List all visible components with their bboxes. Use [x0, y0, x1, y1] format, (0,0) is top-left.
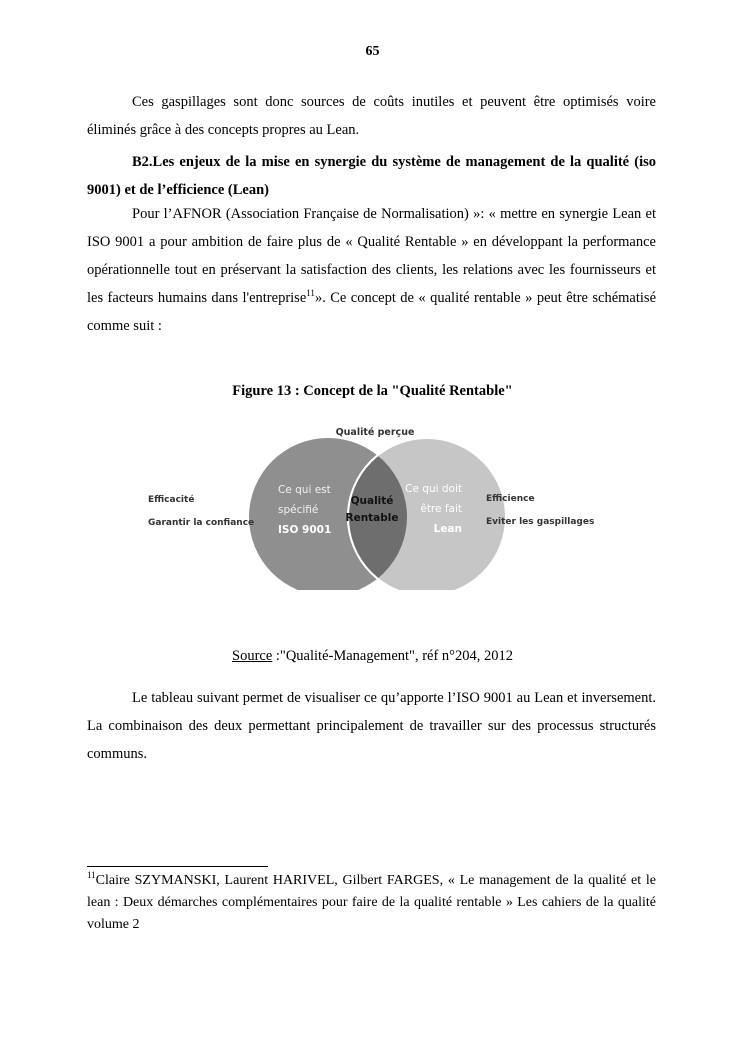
venn-diagram [140, 420, 600, 590]
table-intro-block [87, 684, 656, 768]
footnote-number: 11 [87, 870, 96, 880]
footnote-separator [87, 866, 268, 867]
venn-diagram-svg [140, 420, 600, 590]
intro-paragraph: Ces gaspillages sont donc sources de coûts inutiles et peuvent être optimisés voire éliminés grâce à des concepts propres au Lean. [87, 94, 656, 138]
section-heading: B2.Les enjeux de la mise en synergie du système de management de la qualité (iso 9001) et de l’efficience (Lean) [87, 154, 656, 198]
table-intro-paragraph: Le tableau suivant permet de visualiser ce qu’apporte l’ISO 9001 au Lean et inversement. La combinaison des deux permettant principalement de travailler sur des processus structurés communs. [87, 690, 656, 762]
right-circle-line2: être fait [420, 503, 462, 515]
afnor-paragraph [87, 200, 656, 340]
left-circle-line3: ISO 9001 [278, 524, 332, 536]
left-circle-line1: Ce qui est [278, 484, 331, 496]
footnote [87, 870, 656, 936]
figure-source [0, 648, 745, 665]
right-circle-line1: Ce qui doit [405, 483, 462, 495]
left-label-confiance: Garantir la confiance [148, 518, 255, 528]
intro-paragraph-block [87, 88, 656, 144]
figure-title: Figure 13 : Concept de la "Qualité Rentable" [232, 383, 513, 399]
right-label-efficience: Efficience [486, 494, 535, 504]
afnor-paragraph-end: ». Ce concept de « qualité rentable » peut être schématisé comme suit : [87, 290, 657, 334]
right-label-gaspillages: Eviter les gaspillages [486, 517, 595, 527]
section-block [87, 148, 656, 340]
center-line2: Rentable [345, 512, 399, 524]
right-circle-line3: Lean [433, 523, 462, 535]
footnote-reference[interactable]: 11 [306, 288, 315, 298]
left-label-efficacite: Efficacité [148, 495, 195, 505]
footnote-text: Claire SZYMANSKI, Laurent HARIVEL, Gilbert FARGES, « Le management de la qualité et le lean : Deux démarches complémentaires pour faire de la qualité rentable » Les cahiers de la qualité volume 2 [87, 873, 656, 932]
page-number: 65 [365, 44, 380, 59]
source-label: Source [232, 648, 273, 664]
left-circle-line2: spécifié [278, 504, 319, 516]
afnor-paragraph-text: Pour l’AFNOR (Association Française de Normalisation) »: « mettre en synergie Lean et ISO 9001 a pour ambition de faire plus de « Qualité Rentable » en développant la performance opérationnelle tout en préservant la satisfaction des clients, les relations avec les fournisseurs et les facteurs humains dans l'entreprise [87, 206, 656, 306]
top-label: Qualité perçue [335, 427, 415, 438]
source-text: :"Qualité-Management", réf n°204, 2012 [272, 648, 513, 664]
center-line1: Qualité [350, 495, 394, 507]
